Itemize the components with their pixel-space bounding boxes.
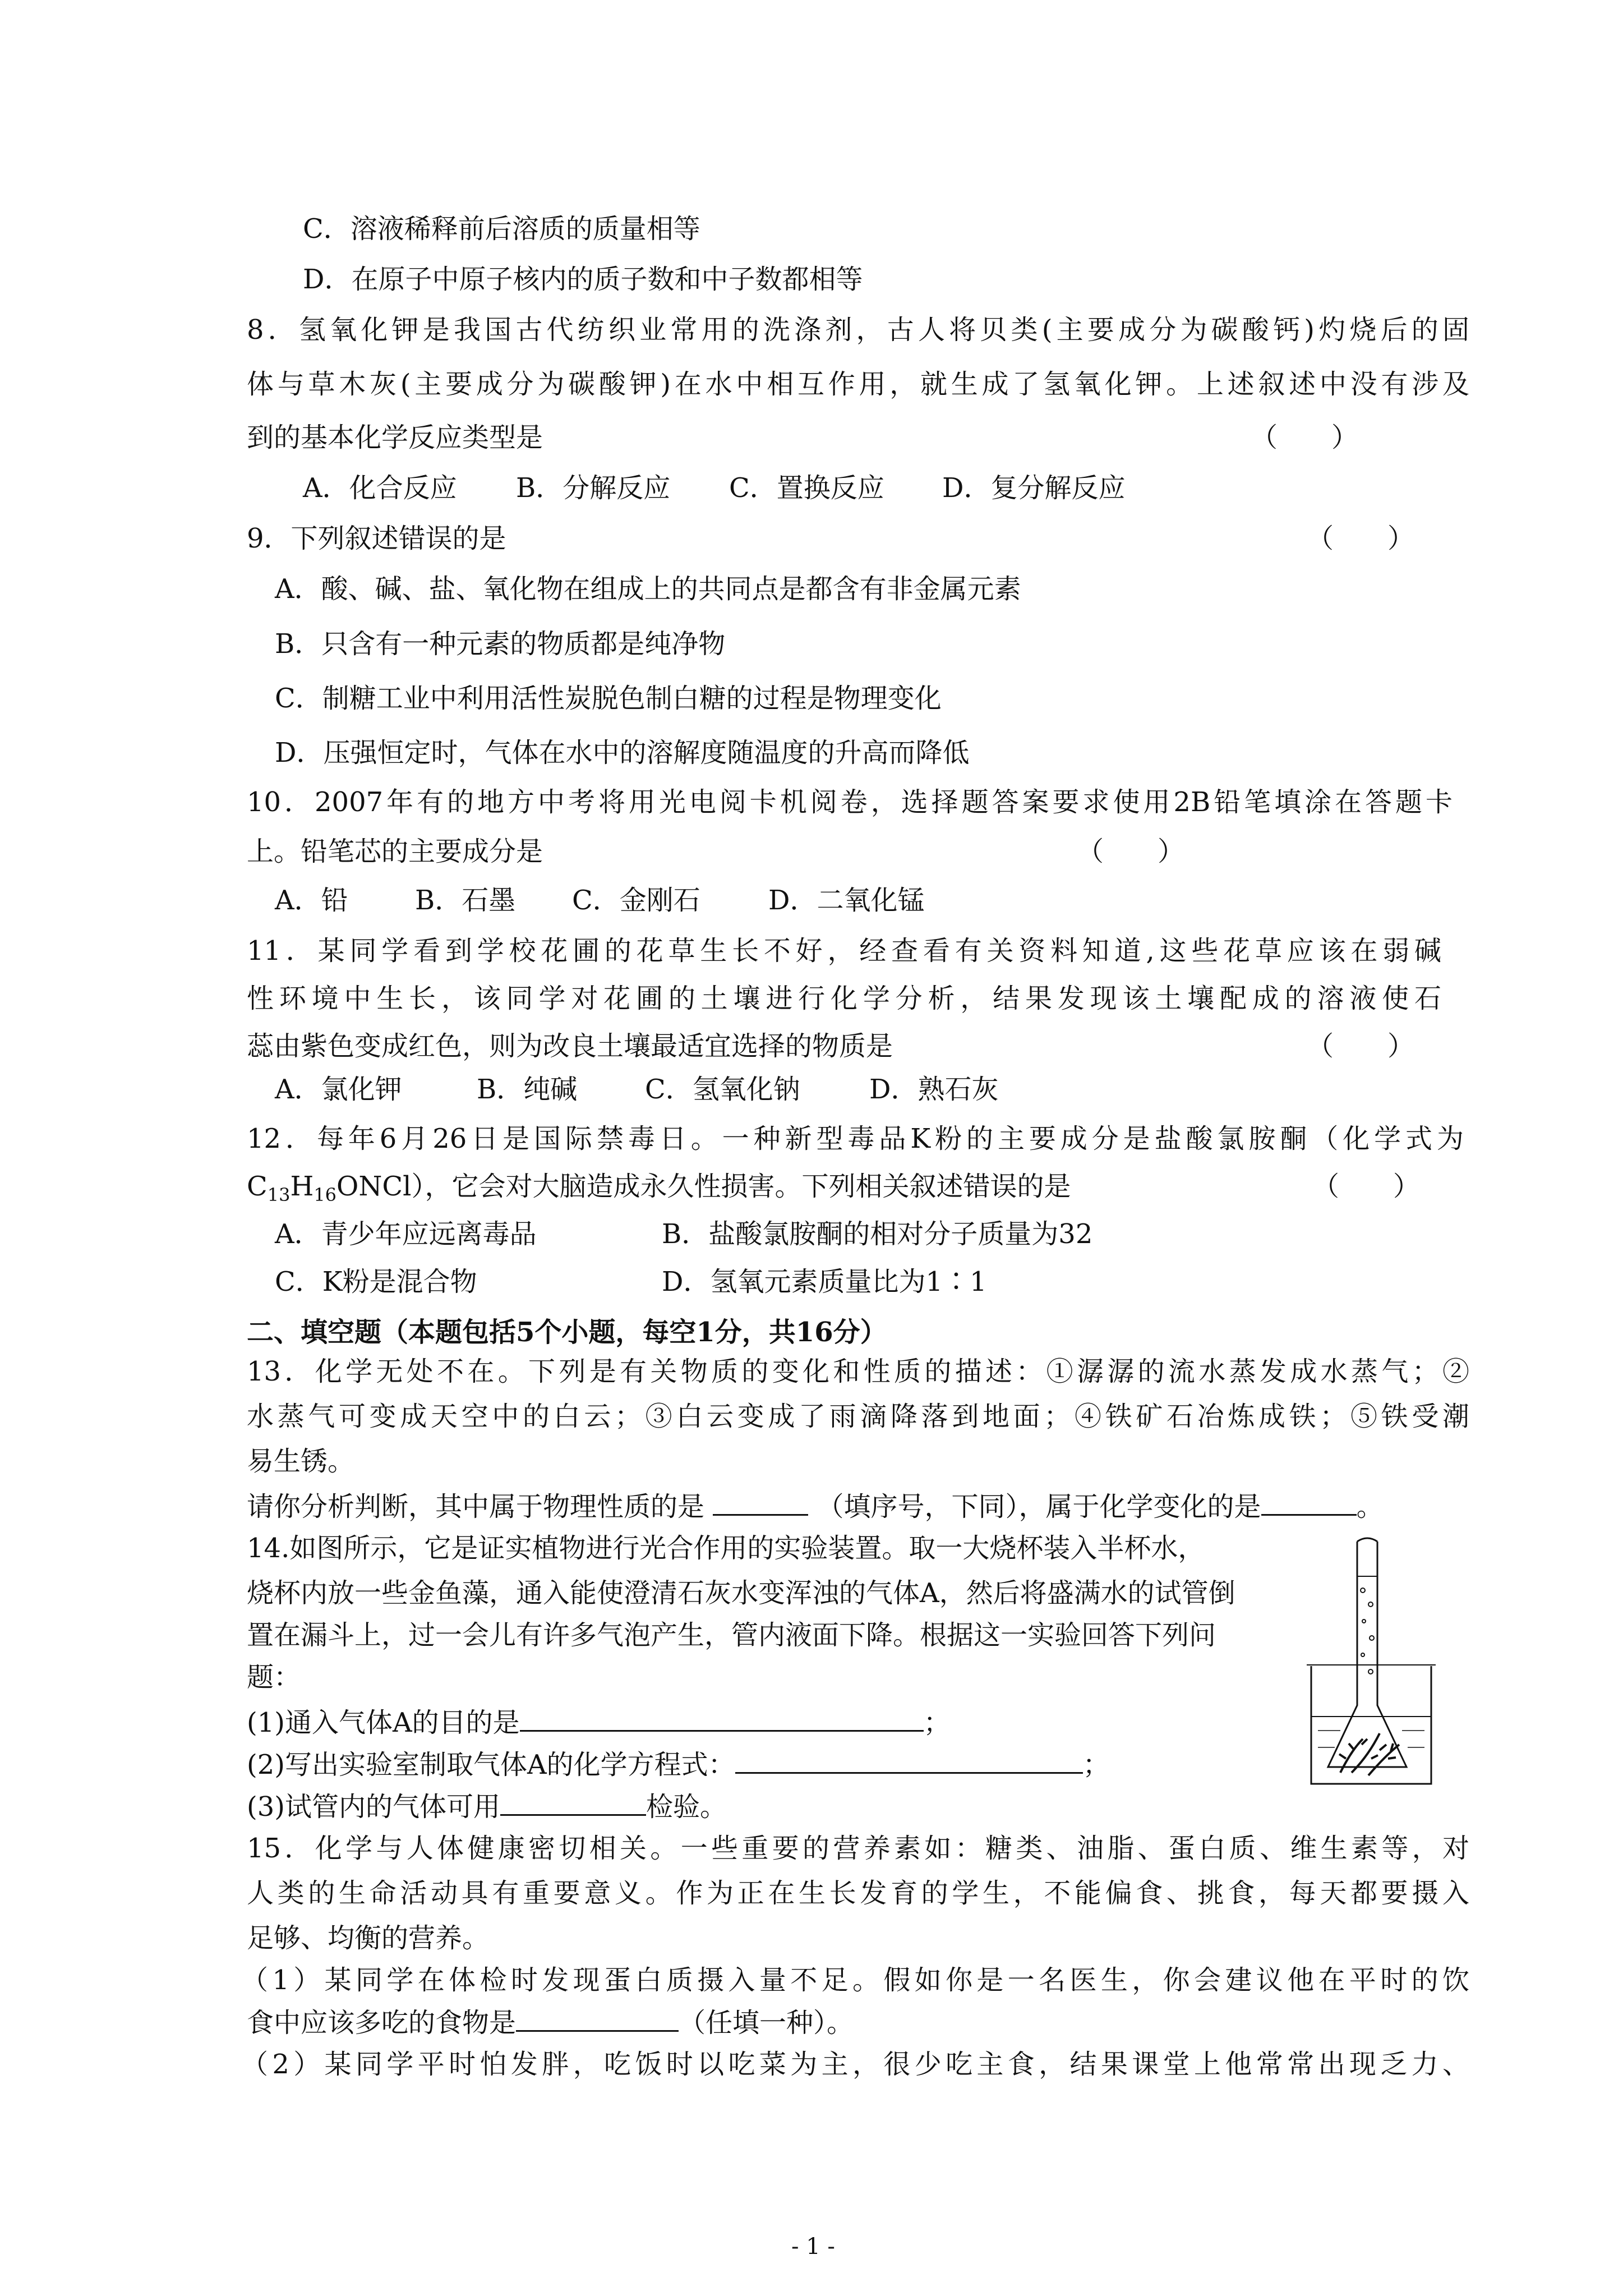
q13-stem-line3: 易生锈。: [247, 1446, 355, 1477]
q14-test-method-blank[interactable]: [500, 1789, 646, 1816]
q9-answer-paren: （ ）: [1307, 523, 1415, 554]
formula-h: H: [290, 1171, 314, 1202]
q9-option-a: A．酸、碱、盐、氧化物在组成上的共同点是都含有非金属元素: [275, 573, 1021, 605]
q15-stem-line1: 15．化学与人体健康密切相关。一些重要的营养素如：糖类、油脂、蛋白质、维生素等，对: [247, 1833, 1469, 1864]
q15-sub1-line1: （1）某同学在体检时发现蛋白质摄入量不足。假如你是一名医生，你会建议他在平时的饮: [241, 1964, 1469, 1996]
q8-stem-line1: 8．氢氧化钾是我国古代纺织业常用的洗涤剂，古人将贝类(主要成分为碳酸钙)灼烧后的固: [247, 314, 1469, 346]
q11-stem-line3: 蕊由紫色变成红色，则为改良土壤最适宜选择的物质是: [247, 1030, 893, 1062]
q15-stem-line3: 足够、均衡的营养。: [247, 1922, 490, 1954]
beaker-icon: [1307, 1665, 1436, 1784]
q9-option-c: C．制糖工业中利用活性炭脱色制白糖的过程是物理变化: [275, 683, 942, 714]
q14-stem-line4: 题：: [247, 1662, 301, 1693]
q9-stem: 9．下列叙述错误的是: [247, 523, 506, 554]
formula-c: C: [247, 1171, 268, 1202]
q8-option-a: A．化合反应: [303, 472, 457, 504]
q14-stem-line2: 烧杯内放一些金鱼藻，通入能使澄清石灰水变浑浊的气体A，然后将盛满水的试管倒: [247, 1577, 1235, 1609]
q12-option-a: A．青少年应远离毒品: [275, 1218, 537, 1250]
q12-option-b: B．盐酸氯胺酮的相对分子质量为32: [662, 1218, 1093, 1250]
q10-option-b: B．石墨: [415, 885, 516, 916]
q14-sub1-end: ；: [923, 1707, 951, 1738]
q12-option-c: C．K粉是混合物: [275, 1266, 477, 1297]
q13-prompt-part2: （填序号，下同），属于化学变化的是: [817, 1491, 1261, 1522]
q10-stem-line2: 上。铅笔芯的主要成分是: [247, 836, 543, 867]
q13-prompt-part1: 请你分析判断，其中属于物理性质的是: [247, 1491, 705, 1522]
q13-physical-property-blank[interactable]: [713, 1489, 808, 1516]
q11-option-b: B．纯碱: [477, 1074, 578, 1105]
q11-option-a: A．氯化钾: [275, 1074, 402, 1105]
q7-option-c: C．溶液稀释前后溶质的质量相等: [303, 213, 700, 245]
q14-sub3-prompt: (3)试管内的气体可用: [247, 1791, 500, 1823]
q9-option-b: B．只含有一种元素的物质都是纯净物: [275, 628, 726, 660]
q13-stem-line2: 水蒸气可变成天空中的白云；③白云变成了雨滴降落到地面；④铁矿石冶炼成铁；⑤铁受潮: [247, 1401, 1469, 1432]
q11-answer-paren: （ ）: [1307, 1030, 1415, 1062]
formula-h-subscript: 16: [313, 1184, 337, 1205]
q8-option-c: C．置换反应: [729, 472, 884, 504]
q15-sub1-prompt: 食中应该多吃的食物是: [247, 2007, 517, 2039]
q14-purpose-blank[interactable]: [520, 1705, 924, 1732]
q15-sub2-line1: （2）某同学平时怕发胖，吃饭时以吃菜为主，很少吃主食，结果课堂上他常常出现乏力、: [241, 2049, 1469, 2080]
pondweed-icon: [1339, 1733, 1399, 1775]
q10-option-a: A．铅: [275, 885, 348, 916]
q12-stem-line1: 12．每年6月26日是国际禁毒日。一种新型毒品K粉的主要成分是盐酸氯胺酮（化学式为: [247, 1123, 1464, 1154]
q8-option-b: B．分解反应: [516, 472, 671, 504]
q14-sub3: [247, 1789, 727, 1823]
test-tube-icon: [1357, 1538, 1377, 1688]
formula-rest: ONCl），它会对大脑造成永久性损害。下列相关叙述错误的是: [336, 1171, 1071, 1202]
q14-sub3-end: 检验。: [646, 1791, 727, 1823]
q14-sub2: [247, 1747, 1110, 1781]
q8-stem-line2: 体与草木灰(主要成分为碳酸钾)在水中相互作用，就生成了氢氧化钾。上述叙述中没有涉及: [247, 369, 1469, 400]
q14-equation-blank[interactable]: [735, 1747, 1083, 1774]
page-number: - 1 -: [791, 2234, 835, 2260]
q15-stem-line2: 人类的生命活动具有重要意义。作为正在生长发育的学生，不能偏食、挑食，每天都要摄入: [247, 1878, 1469, 1909]
q8-answer-paren: （ ）: [1251, 422, 1359, 453]
q13-stem-line1: 13．化学无处不在。下列是有关物质的变化和性质的描述：①潺潺的流水蒸发成水蒸气；②: [247, 1356, 1469, 1387]
q14-stem-line1: 14.如图所示，它是证实植物进行光合作用的实验装置。取一大烧杯装入半杯水，: [247, 1533, 1205, 1564]
q10-option-c: C．金刚石: [572, 885, 700, 916]
section-heading: 二、填空题（本题包括5个小题，每空1分，共16分）: [247, 1317, 887, 1348]
q14-sub2-end: ；: [1082, 1749, 1110, 1780]
formula-c-subscript: 13: [267, 1184, 291, 1205]
q9-option-d: D．压强恒定时，气体在水中的溶解度随温度的升高而降低: [275, 737, 970, 769]
q8-option-d: D．复分解反应: [942, 472, 1126, 504]
q14-sub1-prompt: (1)通入气体A的目的是: [247, 1707, 520, 1738]
apparatus-figure: [1301, 1537, 1441, 1789]
q14-stem-line3: 置在漏斗上，过一会儿有许多气泡产生，管内液面下降。根据这一实验回答下列问: [247, 1619, 1216, 1651]
q11-stem-line2: 性环境中生长，该同学对花圃的土壤进行化学分析，结果发现该土壤配成的溶液使石: [247, 983, 1441, 1014]
q13-chemical-change-blank[interactable]: [1261, 1489, 1357, 1516]
q13-prompt-part3: 。: [1356, 1491, 1384, 1522]
q10-option-d: D．二氧化锰: [768, 885, 925, 916]
q8-stem-line3: 到的基本化学反应类型是: [247, 422, 543, 453]
q11-stem-line1: 11．某同学看到学校花圃的花草生长不好，经查看有关资料知道,这些花草应该在弱碱: [247, 935, 1441, 967]
q7-option-d: D．在原子中原子核内的质子数和中子数都相等: [303, 264, 863, 295]
q15-sub1-end: （任填一种）。: [679, 2007, 854, 2039]
q13-question-line: [247, 1489, 1384, 1523]
q15-sub1-line2: [247, 2005, 854, 2039]
q14-sub2-prompt: (2)写出实验室制取气体A的化学方程式：: [247, 1749, 735, 1780]
q15-food-blank[interactable]: [516, 2005, 679, 2032]
q11-option-c: C．氢氧化钠: [645, 1074, 800, 1105]
q12-stem-line2: [247, 1170, 1071, 1203]
q12-answer-paren: （ ）: [1312, 1171, 1421, 1202]
q12-option-d: D．氢氧元素质量比为1∶1: [662, 1266, 987, 1297]
q14-sub1: [247, 1705, 951, 1739]
q10-stem-line1: 10．2007年有的地方中考将用光电阅卡机阅卷，选择题答案要求使用2B铅笔填涂在答题卡: [247, 786, 1453, 818]
q11-option-d: D．熟石灰: [869, 1074, 999, 1105]
q10-answer-paren: （ ）: [1077, 836, 1185, 867]
